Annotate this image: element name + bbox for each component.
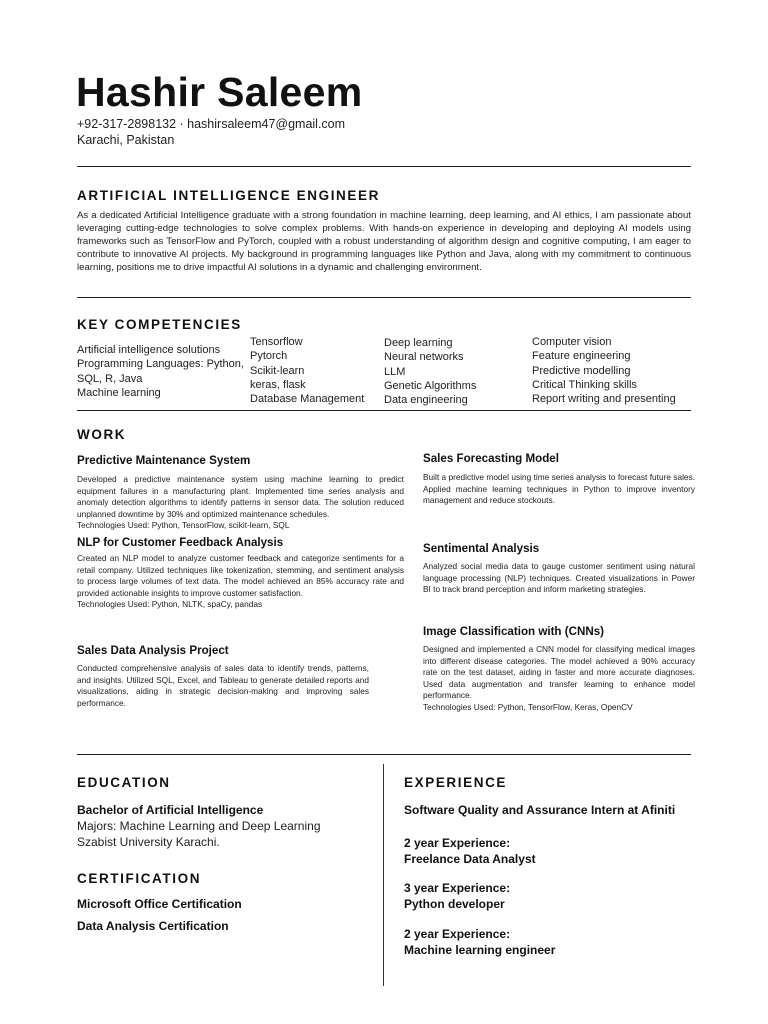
experience-heading: EXPERIENCE [404, 775, 508, 790]
project-title: Image Classification with (CNNs) [423, 625, 605, 638]
experience-role: Machine learning engineer [404, 943, 556, 957]
project-description: Created an NLP model to analyze customer feedback and categorize sentiments for a retail company. Utilized techniques like tokenization, stemming, and sentiment analysis to process large volumes of text data. The model achieved an 85% accuracy rate and provided actionable insights to improve customer satisfaction. [77, 553, 404, 598]
work-heading: WORK [77, 427, 127, 442]
experience-entry [404, 880, 510, 912]
experience-entry [404, 835, 536, 867]
competency-item: Predictive modelling [532, 364, 631, 377]
project-image-classification [423, 624, 695, 714]
project-title: Predictive Maintenance System [77, 454, 251, 467]
experience-intern: Software Quality and Assurance Intern at Afiniti [404, 803, 676, 817]
experience-duration: 3 year Experience: [404, 881, 511, 895]
divider-competencies [77, 410, 691, 411]
competency-item: Feature engineering [532, 350, 631, 363]
project-title: Sales Data Analysis Project [77, 644, 229, 657]
competency-item: Report writing and presenting [532, 393, 676, 406]
contact-line: +92-317-2898132 · hashirsaleem47@gmail.com [77, 117, 346, 131]
location: Karachi, Pakistan [77, 133, 175, 147]
competency-item: Artificial intelligence solutions [77, 344, 221, 356]
competency-item: Deep learning [384, 337, 453, 349]
competencies-heading: KEY COMPETENCIES [77, 317, 242, 332]
project-technologies: Technologies Used: Python, TensorFlow, Keras, OpenCV [423, 701, 633, 712]
competency-item: Machine learning [77, 386, 161, 399]
certification-item: Data Analysis Certification [77, 919, 229, 933]
competency-column-1 [77, 343, 244, 400]
summary-text: As a dedicated Artificial Intelligence graduate with a strong foundation in machine learning, deep learning, and AI ethics, I am passionate about leveraging cutting-edge technologies to solve complex problems. With hands-on experience in developing and deploying AI models using frameworks such as TensorFlow and PyTorch, coupled with a robust understanding of algorithm design and cognitive computing, I am eager to contribute to innovative AI projects. My background in programming languages like Python and Java, along with my commitment to continuous learning, positions me to drive impactful AI solutions in a dynamic and challenging environment. [77, 210, 691, 274]
project-technologies: Technologies Used: Python, NLTK, spaCy, pandas [77, 599, 263, 610]
project-sentimental-analysis [423, 541, 695, 596]
project-title: NLP for Customer Feedback Analysis [77, 536, 284, 549]
competency-item: Tensorflow [250, 336, 303, 348]
project-title: Sentimental Analysis [423, 542, 540, 555]
project-technologies: Technologies Used: Python, TensorFlow, scikit-learn, SQL [77, 520, 290, 531]
project-description: Built a predictive model using time series analysis to forecast future sales. Applied machine learning techniques in Python to improve inventory management and reduce stockouts. [423, 472, 695, 506]
project-sales-data-analysis [77, 643, 369, 709]
competency-item: Pytorch [250, 350, 288, 363]
experience-duration: 2 year Experience: [404, 927, 511, 941]
education-block [77, 802, 321, 850]
degree: Bachelor of Artificial Intelligence [77, 803, 264, 817]
competency-item: Programming Languages: Python, [77, 358, 244, 371]
divider-header [77, 166, 691, 167]
summary-heading: ARTIFICIAL INTELLIGENCE ENGINEER [77, 188, 380, 203]
competency-column-2 [250, 335, 364, 406]
experience-role: Python developer [404, 897, 505, 911]
project-sales-forecasting [423, 451, 695, 507]
divider-work [77, 754, 691, 755]
competency-item: SQL, R, Java [77, 372, 143, 385]
competency-column-3 [384, 336, 476, 407]
competency-item: keras, flask [250, 378, 306, 391]
competency-item: Scikit-learn [250, 364, 305, 377]
competency-item: Computer vision [532, 336, 612, 348]
competency-item: Neural networks [384, 351, 464, 364]
project-nlp-feedback [77, 535, 404, 611]
competency-column-4 [532, 335, 676, 406]
certification-item: Microsoft Office Certification [77, 897, 242, 911]
majors: Majors: Machine Learning and Deep Learning [77, 819, 321, 833]
project-description: Designed and implemented a CNN model for classifying medical images into different disease categories. The model achieved a 90% accuracy rate on the test dataset, aiding in faster and more accurate diagnoses. Used data augmentation and transfer learning to enhance model performance. [423, 644, 695, 701]
contact-block [77, 116, 345, 148]
experience-entry [404, 926, 555, 958]
candidate-name: Hashir Saleem [76, 69, 363, 115]
competency-item: LLM [384, 365, 406, 378]
competency-item: Data engineering [384, 394, 468, 407]
project-description: Conducted comprehensive analysis of sales data to identify trends, patterns, and insights. Utilized SQL, Excel, and Tableau to generate detailed reports and visualizations, aiding in strategic decision-making and improving sales performance. [77, 663, 369, 708]
certification-heading: CERTIFICATION [77, 871, 202, 886]
divider-summary [77, 297, 691, 298]
experience-duration: 2 year Experience: [404, 836, 511, 850]
competency-item: Critical Thinking skills [532, 378, 637, 391]
education-heading: EDUCATION [77, 775, 171, 790]
project-title: Sales Forecasting Model [423, 452, 559, 465]
competency-item: Genetic Algorithms [384, 379, 477, 392]
project-predictive-maintenance [77, 453, 404, 532]
project-description: Analyzed social media data to gauge customer sentiment using natural language processing (NLP) techniques. Created visualizations in Power BI to track brand perception and inform marketing strategies. [423, 561, 695, 595]
competency-item: Database Management [250, 393, 365, 406]
column-divider [383, 764, 384, 986]
university: Szabist University Karachi. [77, 835, 220, 849]
project-description: Developed a predictive maintenance system using machine learning to predict equipment failures in a manufacturing plant. Implemented time series analysis and anomaly detection algorithms to identify patterns in sensor data. The solution reduced unplanned downtime by 30% and optimized maintenance schedules. [77, 474, 404, 519]
experience-role: Freelance Data Analyst [404, 852, 536, 866]
